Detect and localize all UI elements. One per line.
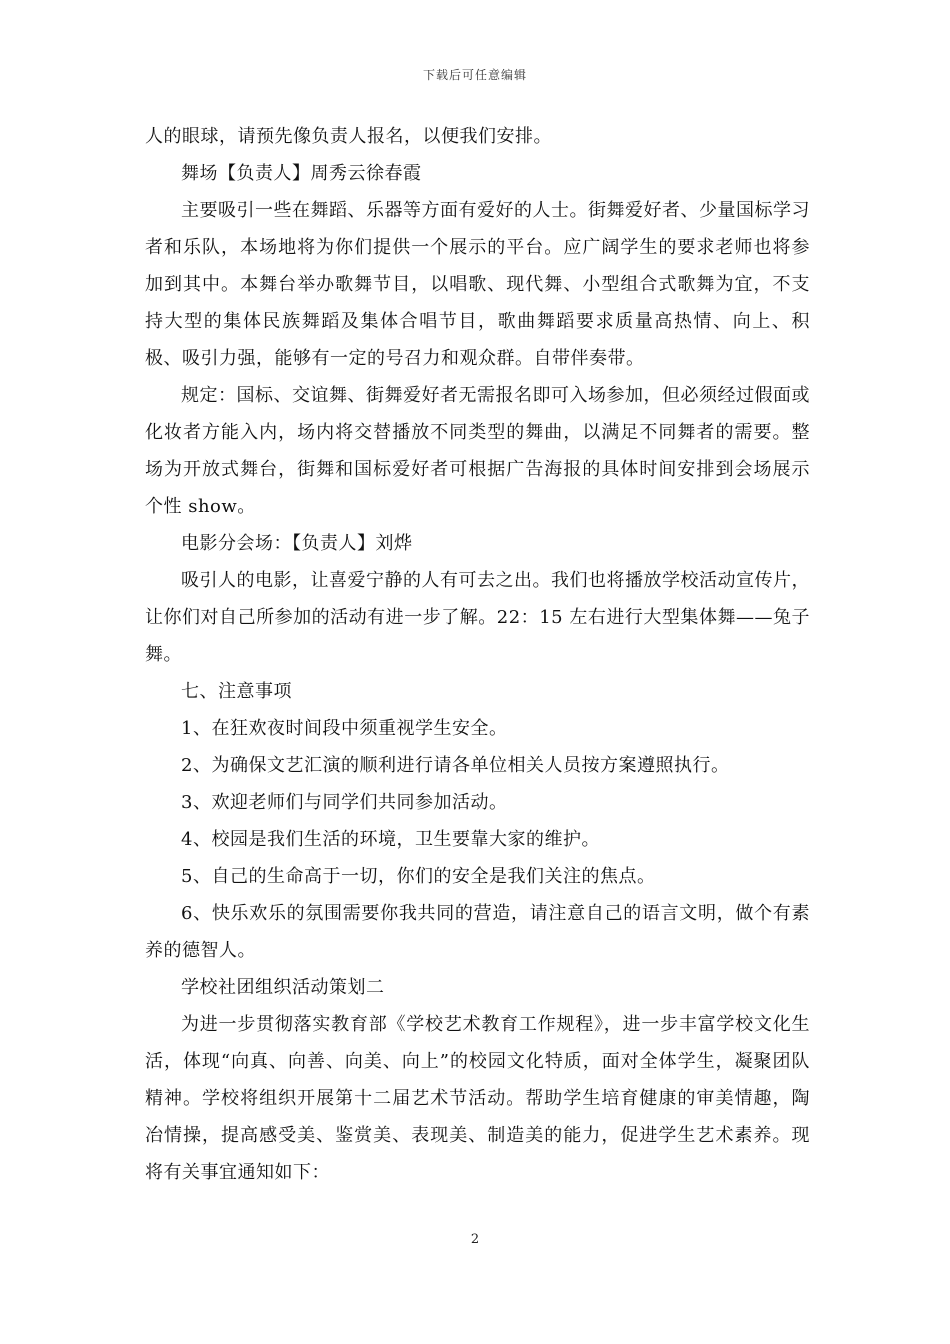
paragraph-movie-venue-heading: 电影分会场：【负责人】刘烨 — [181, 533, 413, 554]
page-header: 下载后可任意编辑 — [422, 68, 527, 82]
paragraph-dance-venue-heading: 舞场【负责人】周秀云徐春霞 — [181, 163, 422, 184]
paragraph-dance-description: 主要吸引一些在舞蹈、乐器等方面有爱好的人士。街舞爱好者、少量国标学习者和乐队，本场地将为你们提供一个展示的平台。应广阔学生的要求老师也将参加到其中。本舞台举办歌舞节目，以唱歌、现代舞、小型组合式歌舞为宜，不支持大型的集体民族舞蹈及集体合唱节目，歌曲舞蹈要求质量高热情、向上、积极、吸引力强，能够有一定的号召力和观众群。自带伴奏带。 — [145, 200, 810, 369]
list-item: 6、快乐欢乐的氛围需要你我共同的营造，请注意自己的语言文明，做个有素养的德智人。 — [145, 903, 810, 961]
paragraph-plan-two-intro: 为进一步贯彻落实教育部《学校艺术教育工作规程》，进一步丰富学校文化生活，体现“向真、向善、向美、向上”的校园文化特质，面对全体学生，凝聚团队精神。学校将组织开展第十二届艺术节活动。帮助学生培育健康的审美情趣，陶冶情操，提高感受美、鉴赏美、表现美、制造美的能力，促进学生艺术素养。现将有关事宜通知如下： — [145, 1014, 810, 1183]
list-item: 1、在狂欢夜时间段中须重视学生安全。 — [181, 718, 508, 739]
section-heading-notes: 七、注意事项 — [181, 681, 292, 702]
section-heading-plan-two: 学校社团组织活动策划二 — [181, 977, 385, 998]
document-body — [145, 118, 810, 1191]
page-number: 2 — [470, 1232, 480, 1247]
paragraph-dance-rules: 规定：国标、交谊舞、街舞爱好者无需报名即可入场参加，但必须经过假面或化妆者方能入内，场内将交替播放不同类型的舞曲，以满足不同舞者的需要。整场为开放式舞台，街舞和国标爱好者可根据广告海报的具体时间安排到会场展示个性 show。 — [145, 385, 810, 517]
list-item: 4、校园是我们生活的环境，卫生要靠大家的维护。 — [181, 829, 600, 850]
paragraph-continuation: 人的眼球，请预先像负责人报名，以便我们安排。 — [145, 126, 552, 147]
list-item: 3、欢迎老师们与同学们共同参加活动。 — [181, 792, 508, 813]
paragraph-movie-description: 吸引人的电影，让喜爱宁静的人有可去之出。我们也将播放学校活动宣传片，让你们对自己所参加的活动有进一步了解。22：15 左右进行大型集体舞——兔子舞。 — [145, 570, 810, 665]
list-item: 5、自己的生命高于一切，你们的安全是我们关注的焦点。 — [181, 866, 656, 887]
list-item: 2、为确保文艺汇演的顺利进行请各单位相关人员按方案遵照执行。 — [181, 755, 730, 776]
